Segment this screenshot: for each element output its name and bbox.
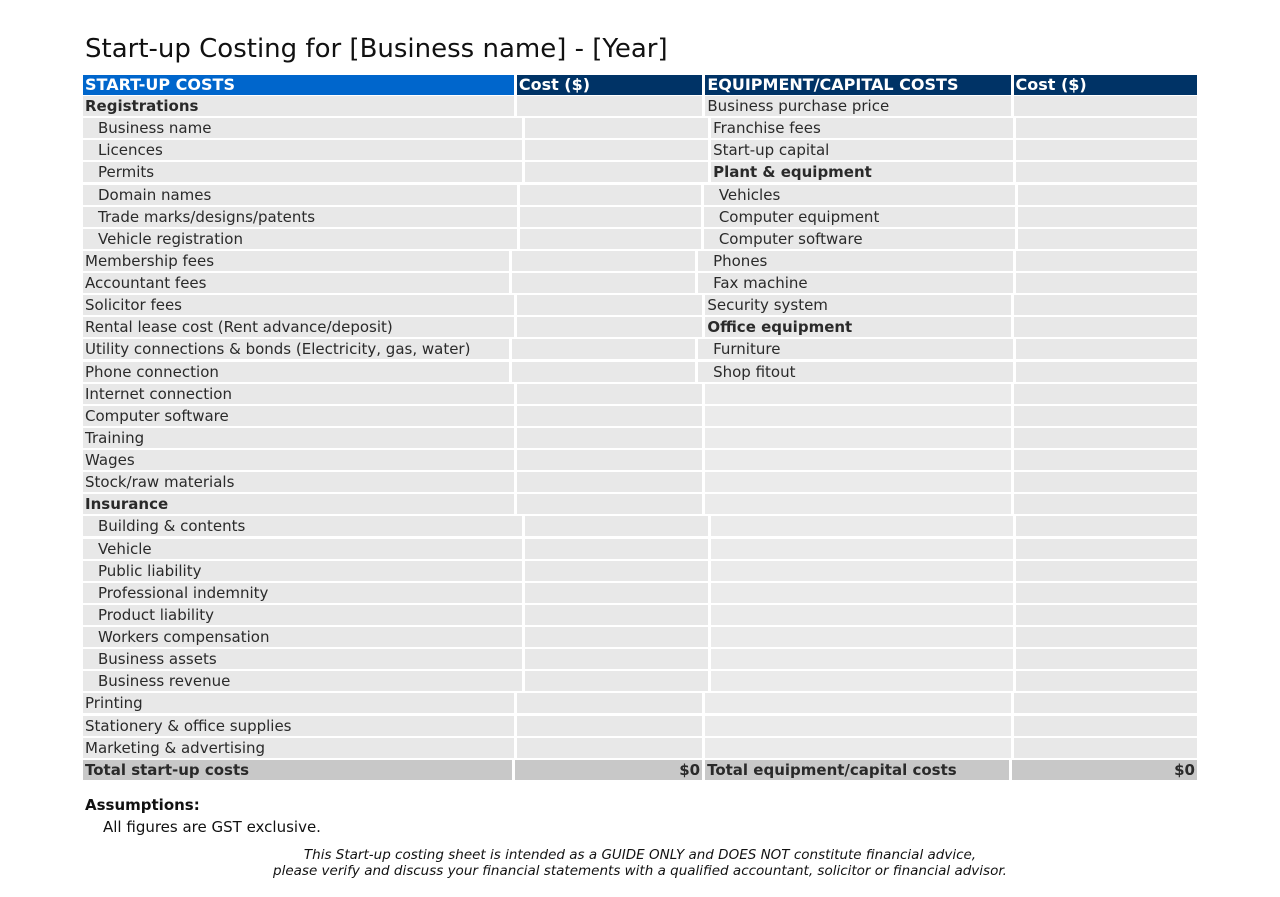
total-startup-label: Total start-up costs <box>83 760 512 780</box>
equipment-item-label: Furniture <box>698 339 1013 359</box>
startup-item-label: Printing <box>83 693 514 713</box>
total-equipment-label: Total equipment/capital costs <box>705 760 1009 780</box>
table-row <box>83 583 1197 603</box>
startup-cost-cell[interactable] <box>517 317 703 337</box>
assumptions-heading: Assumptions: <box>85 796 200 814</box>
startup-cost-cell[interactable] <box>517 406 703 426</box>
equipment-cost-cell[interactable] <box>1016 583 1197 603</box>
table-row <box>83 185 1197 205</box>
equipment-costs-header: EQUIPMENT/CAPITAL COSTS <box>705 75 1010 95</box>
startup-item-label: Permits <box>83 162 522 182</box>
table-row <box>83 229 1197 249</box>
startup-item-label: Registrations <box>83 96 514 116</box>
table-row <box>83 671 1197 691</box>
disclaimer <box>0 847 1280 879</box>
equipment-empty-cell <box>705 472 1010 492</box>
startup-item-label: Computer software <box>83 406 514 426</box>
startup-item-label: Vehicle <box>83 539 522 559</box>
equipment-item-label: Business purchase price <box>705 96 1010 116</box>
startup-costs-header: START-UP COSTS <box>83 75 514 95</box>
table-row <box>83 384 1197 404</box>
startup-item-label: Building & contents <box>83 516 522 536</box>
startup-item-label: Business name <box>83 118 522 138</box>
table-row <box>83 339 1197 359</box>
startup-item-label: Stock/raw materials <box>83 472 514 492</box>
table-row <box>83 649 1197 669</box>
startup-item-label: Licences <box>83 140 522 160</box>
startup-item-label: Trade marks/designs/patents <box>83 207 517 227</box>
startup-cost-cell[interactable] <box>517 295 703 315</box>
equipment-item-label: Fax machine <box>698 273 1013 293</box>
equipment-cost-cell[interactable] <box>1014 428 1198 448</box>
table-row <box>83 693 1197 713</box>
table-row <box>83 738 1197 758</box>
equipment-cost-cell[interactable] <box>1016 671 1197 691</box>
equipment-cost-cell[interactable] <box>1014 450 1198 470</box>
equipment-cost-cell[interactable] <box>1014 384 1198 404</box>
startup-item-label: Business revenue <box>83 671 522 691</box>
startup-cost-cell[interactable] <box>517 96 703 116</box>
startup-item-label: Insurance <box>83 494 514 514</box>
equipment-item-label: Start-up capital <box>711 140 1013 160</box>
startup-cost-cell[interactable] <box>520 229 701 249</box>
equipment-cost-cell[interactable] <box>1016 605 1197 625</box>
equipment-empty-cell <box>705 716 1010 736</box>
startup-cost-cell[interactable] <box>520 207 701 227</box>
equipment-item-label: Security system <box>705 295 1010 315</box>
table-row <box>83 406 1197 426</box>
equipment-empty-cell <box>705 494 1010 514</box>
equipment-cost-cell[interactable] <box>1016 118 1197 138</box>
equipment-empty-cell <box>705 693 1010 713</box>
equipment-empty-cell <box>711 649 1013 669</box>
equipment-empty-cell <box>711 671 1013 691</box>
equipment-empty-cell <box>705 384 1010 404</box>
disclaimer-line-2: please verify and discuss your financial statements with a qualified accountant, solicitor or financial advisor. <box>273 863 1007 879</box>
equipment-cost-cell[interactable] <box>1016 627 1197 647</box>
equipment-cost-cell[interactable] <box>1016 362 1197 382</box>
table-row <box>83 494 1197 514</box>
startup-item-label: Product liability <box>83 605 522 625</box>
assumptions-text: All figures are GST exclusive. <box>103 818 321 836</box>
equipment-item-label: Shop fitout <box>698 362 1013 382</box>
equipment-cost-cell[interactable] <box>1016 162 1197 182</box>
equipment-empty-cell <box>711 605 1013 625</box>
startup-item-label: Accountant fees <box>83 273 509 293</box>
cost-rows <box>83 96 1197 758</box>
startup-cost-cell[interactable] <box>525 583 708 603</box>
startup-item-label: Utility connections & bonds (Electricity, gas, water) <box>83 339 509 359</box>
equipment-item-label: Vehicles <box>704 185 1015 205</box>
equipment-cost-cell[interactable] <box>1014 738 1198 758</box>
disclaimer-line-1: This Start-up costing sheet is intended as a GUIDE ONLY and DOES NOT constitute financial advice, <box>303 847 977 863</box>
startup-cost-cell[interactable] <box>517 738 703 758</box>
startup-cost-cell[interactable] <box>517 716 703 736</box>
equipment-cost-cell[interactable] <box>1018 207 1197 227</box>
startup-item-label: Solicitor fees <box>83 295 514 315</box>
table-row <box>83 472 1197 492</box>
table-row <box>83 362 1197 382</box>
startup-item-label: Public liability <box>83 561 522 581</box>
startup-item-label: Membership fees <box>83 251 509 271</box>
equipment-cost-cell[interactable] <box>1014 494 1198 514</box>
startup-item-label: Rental lease cost (Rent advance/deposit) <box>83 317 514 337</box>
startup-cost-cell[interactable] <box>517 693 703 713</box>
startup-item-label: Workers compensation <box>83 627 522 647</box>
startup-item-label: Marketing & advertising <box>83 738 514 758</box>
equipment-cost-cell[interactable] <box>1018 185 1197 205</box>
equipment-cost-cell[interactable] <box>1016 561 1197 581</box>
table-row <box>83 207 1197 227</box>
startup-cost-cell[interactable] <box>525 140 708 160</box>
equipment-empty-cell <box>711 516 1013 536</box>
table-row <box>83 561 1197 581</box>
table-row <box>83 295 1197 315</box>
startup-cost-cell[interactable] <box>517 494 703 514</box>
startup-cost-cell[interactable] <box>512 273 695 293</box>
startup-cost-cell[interactable] <box>525 649 708 669</box>
table-row <box>83 162 1197 182</box>
table-row <box>83 273 1197 293</box>
equipment-cost-cell[interactable] <box>1018 229 1197 249</box>
startup-item-label: Domain names <box>83 185 517 205</box>
equipment-cost-cell[interactable] <box>1014 693 1198 713</box>
startup-cost-cell[interactable] <box>512 339 695 359</box>
equipment-empty-cell <box>711 539 1013 559</box>
startup-item-label: Professional indemnity <box>83 583 522 603</box>
startup-item-label: Training <box>83 428 514 448</box>
table-row <box>83 716 1197 736</box>
equipment-empty-cell <box>705 738 1010 758</box>
equipment-cost-cell[interactable] <box>1014 716 1198 736</box>
equipment-empty-cell <box>711 583 1013 603</box>
startup-item-label: Vehicle registration <box>83 229 517 249</box>
equipment-cost-column-header: Cost ($) <box>1014 75 1198 95</box>
header-row <box>83 75 1197 95</box>
equipment-empty-cell <box>705 406 1010 426</box>
equipment-cost-cell[interactable] <box>1016 339 1197 359</box>
equipment-cost-cell[interactable] <box>1014 96 1198 116</box>
startup-cost-cell[interactable] <box>525 516 708 536</box>
totals-row <box>83 760 1197 780</box>
startup-cost-cell[interactable] <box>512 362 695 382</box>
equipment-item-label: Franchise fees <box>711 118 1013 138</box>
equipment-item-label: Office equipment <box>705 317 1010 337</box>
startup-item-label: Phone connection <box>83 362 509 382</box>
table-row <box>83 450 1197 470</box>
equipment-empty-cell <box>705 428 1010 448</box>
total-startup-value: $0 <box>515 760 702 780</box>
table-row <box>83 118 1197 138</box>
page-title: Start-up Costing for [Business name] - [Year] <box>85 34 668 64</box>
equipment-cost-cell[interactable] <box>1016 539 1197 559</box>
startup-item-label: Business assets <box>83 649 522 669</box>
equipment-cost-cell[interactable] <box>1016 273 1197 293</box>
equipment-cost-cell[interactable] <box>1014 406 1198 426</box>
startup-cost-column-header: Cost ($) <box>517 75 703 95</box>
equipment-empty-cell <box>711 561 1013 581</box>
equipment-empty-cell <box>705 450 1010 470</box>
startup-item-label: Stationery & office supplies <box>83 716 514 736</box>
startup-cost-cell[interactable] <box>525 162 708 182</box>
startup-cost-cell[interactable] <box>512 251 695 271</box>
equipment-cost-cell[interactable] <box>1016 649 1197 669</box>
equipment-cost-cell[interactable] <box>1014 317 1198 337</box>
startup-cost-cell[interactable] <box>517 472 703 492</box>
table-row <box>83 317 1197 337</box>
startup-cost-cell[interactable] <box>517 384 703 404</box>
equipment-empty-cell <box>711 627 1013 647</box>
costing-sheet <box>83 75 1197 780</box>
equipment-cost-cell[interactable] <box>1016 516 1197 536</box>
startup-cost-cell[interactable] <box>517 450 703 470</box>
startup-cost-cell[interactable] <box>525 627 708 647</box>
equipment-item-label: Plant & equipment <box>711 162 1013 182</box>
equipment-item-label: Phones <box>698 251 1013 271</box>
equipment-cost-cell[interactable] <box>1016 140 1197 160</box>
table-row <box>83 251 1197 271</box>
equipment-cost-cell[interactable] <box>1014 472 1198 492</box>
table-row <box>83 627 1197 647</box>
startup-cost-cell[interactable] <box>525 539 708 559</box>
startup-item-label: Wages <box>83 450 514 470</box>
startup-cost-cell[interactable] <box>525 118 708 138</box>
equipment-item-label: Computer software <box>704 229 1015 249</box>
table-row <box>83 96 1197 116</box>
startup-cost-cell[interactable] <box>525 671 708 691</box>
table-row <box>83 428 1197 448</box>
equipment-cost-cell[interactable] <box>1016 251 1197 271</box>
equipment-cost-cell[interactable] <box>1014 295 1198 315</box>
total-equipment-value: $0 <box>1012 760 1197 780</box>
table-row <box>83 140 1197 160</box>
table-row <box>83 605 1197 625</box>
startup-cost-cell[interactable] <box>520 185 701 205</box>
startup-item-label: Internet connection <box>83 384 514 404</box>
table-row <box>83 516 1197 536</box>
table-row <box>83 539 1197 559</box>
startup-cost-cell[interactable] <box>525 561 708 581</box>
equipment-item-label: Computer equipment <box>704 207 1015 227</box>
startup-cost-cell[interactable] <box>517 428 703 448</box>
startup-cost-cell[interactable] <box>525 605 708 625</box>
